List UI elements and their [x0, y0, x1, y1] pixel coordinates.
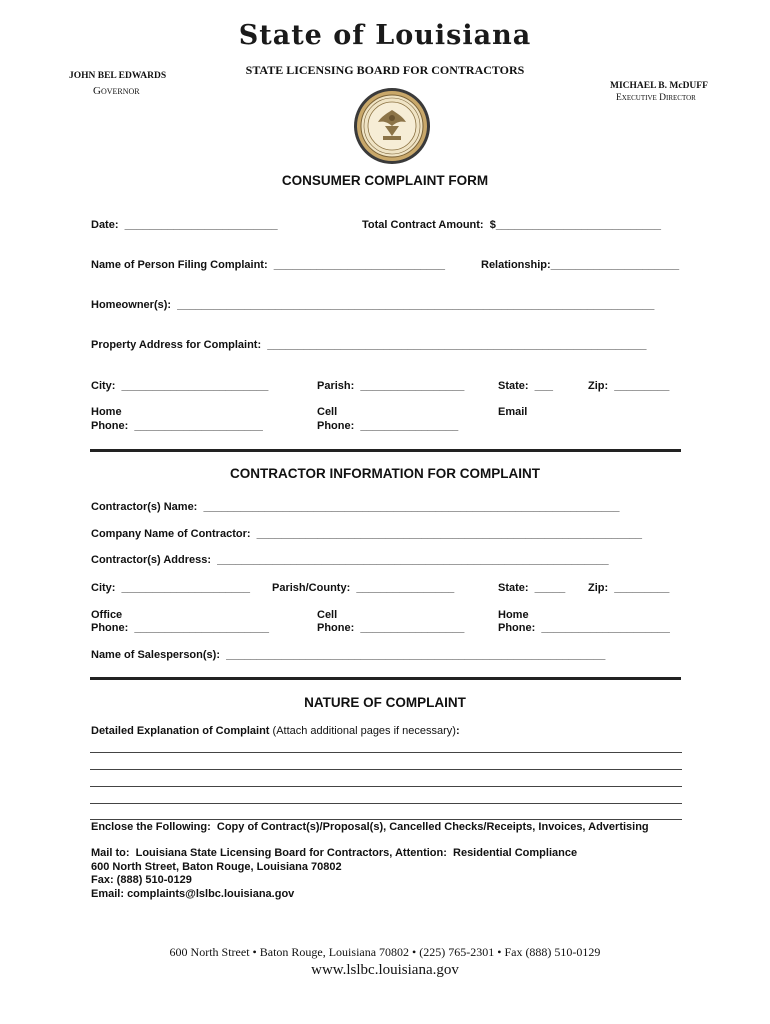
email-field[interactable]: Email [498, 406, 528, 418]
name-filing-complaint-field[interactable]: Name of Person Filing Complaint: ____________________________ [91, 259, 446, 271]
salesperson-field[interactable]: Name of Salesperson(s): ______________________________________________________________ [91, 649, 606, 661]
office-phone-field[interactable]: Phone: ______________________ [91, 622, 269, 634]
board-name: STATE LICENSING BOARD FOR CONTRACTORS [245, 63, 525, 77]
contractor-zip-field[interactable]: Zip: _________ [588, 582, 670, 594]
form-title: CONSUMER COMPLAINT FORM [281, 173, 489, 188]
explanation-line[interactable] [90, 786, 682, 787]
contractor-state-field[interactable]: State: _____ [498, 582, 566, 594]
explanation-note: (Attach additional pages if necessary) [269, 725, 456, 737]
relationship-field[interactable]: Relationship:_____________________ [481, 259, 680, 271]
section-divider [90, 449, 681, 452]
contractor-cell-field[interactable]: Phone: _________________ [317, 622, 465, 634]
mail-address-line: 600 North Street, Baton Rouge, Louisiana 70802 [91, 861, 342, 873]
contractor-cell-label: Cell [317, 609, 338, 621]
contractor-heading: CONTRACTOR INFORMATION FOR COMPLAINT [230, 466, 540, 481]
section-divider [90, 677, 681, 680]
nature-heading: NATURE OF COMPLAINT [304, 695, 466, 710]
explanation-line[interactable] [90, 803, 682, 804]
cell-phone-label: Cell [317, 406, 338, 418]
state-title: State of Louisiana [238, 20, 532, 51]
enclose-instructions: Enclose the Following: Copy of Contract(s)/Proposal(s), Cancelled Checks/Receipts, Invoices, Advertising [91, 821, 649, 833]
director-title: Executive Director [616, 93, 696, 103]
homeowners-field[interactable]: Homeowner(s): ______________________________________________________________________________ [91, 299, 655, 311]
contractor-address-field[interactable]: Contractor(s) Address: ________________________________________________________________ [91, 554, 609, 566]
mail-to-line: Mail to: Louisiana State Licensing Board for Contractors, Attention: Residential Compliance [91, 847, 578, 859]
mail-email-line: Email: complaints@lslbc.louisiana.gov [91, 888, 295, 900]
state-field[interactable]: State: ___ [498, 380, 554, 392]
company-name-field[interactable]: Company Name of Contractor: _______________________________________________________________ [91, 528, 643, 540]
zip-field[interactable]: Zip: _________ [588, 380, 670, 392]
contractor-home-field[interactable]: Phone: _____________________ [498, 622, 670, 634]
property-address-field[interactable]: Property Address for Complaint: ______________________________________________________________ [91, 339, 647, 351]
home-phone-field[interactable]: Phone: _____________________ [91, 420, 263, 432]
explanation-line[interactable] [90, 769, 682, 770]
explanation-line[interactable] [90, 819, 682, 820]
parish-field[interactable]: Parish: _________________ [317, 380, 465, 392]
director-name: MICHAEL B. McDUFF [610, 81, 708, 91]
explanation-label [91, 725, 460, 737]
contractor-city-field[interactable]: City: _____________________ [91, 582, 251, 594]
date-field[interactable]: Date: _________________________ [91, 219, 278, 231]
total-contract-amount-field[interactable]: Total Contract Amount: $___________________________ [362, 219, 662, 231]
contractor-name-field[interactable]: Contractor(s) Name: ____________________________________________________________________ [91, 501, 620, 513]
mail-fax-line: Fax: (888) 510-0129 [91, 874, 192, 886]
contractor-home-label: Home [498, 609, 529, 621]
contractor-parish-county-field[interactable]: Parish/County: ________________ [272, 582, 455, 594]
governor-title: Governor [93, 85, 140, 97]
state-seal-icon [352, 86, 432, 166]
cell-phone-field[interactable]: Phone: ________________ [317, 420, 459, 432]
explanation-line[interactable] [90, 752, 682, 753]
governor-name: JOHN BEL EDWARDS [69, 71, 167, 81]
footer-address: 600 North Street • Baton Rouge, Louisiana 70802 • (225) 765-2301 • Fax (888) 510-0129 [169, 945, 601, 959]
office-phone-label: Office [91, 609, 123, 621]
explanation-label-bold: Detailed Explanation of Complaint [91, 725, 270, 737]
city-field[interactable]: City: ________________________ [91, 380, 269, 392]
explanation-colon: : [455, 725, 460, 737]
home-phone-label: Home [91, 406, 122, 418]
footer-website: www.lslbc.louisiana.gov [311, 962, 459, 978]
